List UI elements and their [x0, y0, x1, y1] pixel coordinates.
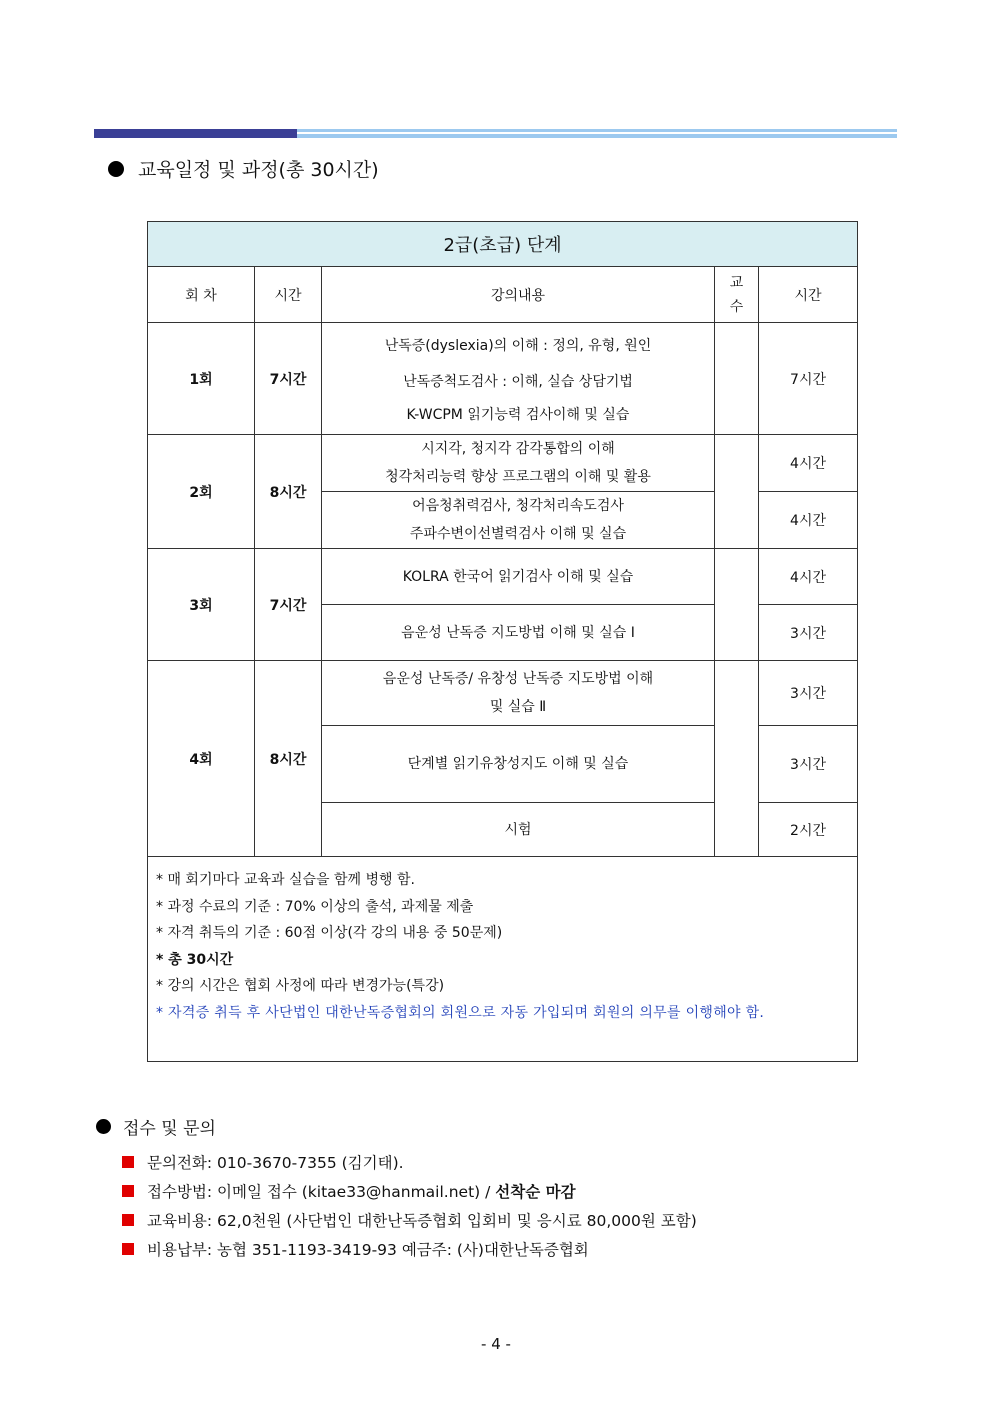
- note-line: * 강의 시간은 협회 사정에 따라 변경가능(특강): [156, 978, 445, 994]
- contact-method-text: 접수방법: 이메일 접수 (kitae33@hanmail.net) /: [147, 1182, 496, 1201]
- content-line: K-WCPM 읽기능력 검사이해 및 실습: [406, 406, 630, 423]
- table-title: 2급(초급) 단계: [148, 222, 858, 267]
- contact-item-phone: [122, 1147, 697, 1176]
- contact-item-payment: [122, 1234, 697, 1263]
- header-session: 회 차: [148, 267, 255, 323]
- divider-dark-segment: [94, 129, 297, 138]
- time-cell: 4시간: [759, 435, 858, 492]
- table-row: [148, 661, 858, 726]
- header-professor-line2: 수: [729, 298, 744, 315]
- red-square-bullet-icon: [122, 1214, 134, 1226]
- time-cell: 3시간: [759, 605, 858, 661]
- time-cell: 7시간: [759, 323, 858, 435]
- content-cell: [322, 492, 715, 549]
- bullet-circle-icon: [108, 161, 124, 177]
- time-cell: 2시간: [759, 803, 858, 857]
- time-cell: 3시간: [759, 726, 858, 803]
- table-row: [148, 549, 858, 605]
- session-cell: 1회: [148, 323, 255, 435]
- professor-cell: [715, 323, 759, 435]
- content-line: 난독증(dyslexia)의 이해 : 정의, 유형, 원인: [384, 337, 652, 354]
- content-line: 및 실습 Ⅱ: [489, 699, 547, 715]
- section-heading-contact: [96, 1114, 216, 1139]
- header-professor-line1: 교: [729, 274, 744, 291]
- time-cell: 4시간: [759, 492, 858, 549]
- bullet-circle-icon: [96, 1119, 111, 1134]
- content-line: 어음청취력검사, 청각처리속도검사: [412, 498, 624, 514]
- session-cell: 2회: [148, 435, 255, 549]
- session-cell: 4회: [148, 661, 255, 857]
- professor-cell: [715, 661, 759, 857]
- content-cell: [322, 323, 715, 435]
- content-cell: 시험: [322, 803, 715, 857]
- section-title: 접수 및 문의: [123, 1119, 216, 1139]
- header-professor: [715, 267, 759, 323]
- divider-thin-line: [297, 132, 897, 134]
- content-line: 난독증척도검사 : 이해, 실습 상담기법: [403, 373, 633, 390]
- contact-item-method: [122, 1176, 697, 1205]
- professor-cell: [715, 435, 759, 549]
- header-time: 시간: [759, 267, 858, 323]
- table-header-row: [148, 267, 858, 323]
- note-line-membership: * 자격증 취득 후 사단법인 대한난독증협회의 회원으로 자동 가입되며 회원의 의무를 이행해야 함.: [156, 1004, 765, 1021]
- contact-fee-text: 교육비용: 62,0천원 (사단법인 대한난독증협회 입회비 및 응시료 80,000원 포함): [147, 1211, 697, 1230]
- table-row: [148, 435, 858, 492]
- contact-list: [122, 1147, 697, 1263]
- notes-row: [148, 857, 858, 1062]
- hours-cell: 7시간: [255, 323, 322, 435]
- section-heading-schedule: [108, 155, 379, 182]
- professor-cell: [715, 549, 759, 661]
- contact-item-fee: [122, 1205, 697, 1234]
- note-line: * 매 회기마다 교육과 실습을 함께 병행 함.: [156, 872, 415, 888]
- content-line: 음운성 난독증/ 유창성 난독증 지도방법 이해: [382, 671, 654, 687]
- content-line: 청각처리능력 향상 프로그램의 이해 및 활용: [385, 469, 651, 485]
- content-cell: 음운성 난독증 지도방법 이해 및 실습 Ⅰ: [322, 605, 715, 661]
- note-line: * 자격 취득의 기준 : 60점 이상(각 강의 내용 중 50문제): [156, 925, 503, 941]
- header-hours: 시간: [255, 267, 322, 323]
- content-cell: KOLRA 한국어 읽기검사 이해 및 실습: [322, 549, 715, 605]
- hours-cell: 8시간: [255, 435, 322, 549]
- top-divider-bar: [94, 129, 897, 138]
- content-cell: 단계별 읽기유창성지도 이해 및 실습: [322, 726, 715, 803]
- content-cell: [322, 661, 715, 726]
- content-line: 주파수변이선별력검사 이해 및 실습: [409, 526, 627, 542]
- contact-phone-text: 문의전화: 010-3670-7355 (김기태).: [147, 1153, 404, 1172]
- contact-method-bold: 선착순 마감: [495, 1182, 576, 1201]
- note-line: * 과정 수료의 기준 : 70% 이상의 출석, 과제물 제출: [156, 898, 474, 915]
- session-cell: 3회: [148, 549, 255, 661]
- table-row: [148, 323, 858, 435]
- section-title: 교육일정 및 과정(총 30시간): [138, 159, 379, 181]
- content-cell: [322, 435, 715, 492]
- red-square-bullet-icon: [122, 1185, 134, 1197]
- header-content: 강의내용: [322, 267, 715, 323]
- time-cell: 3시간: [759, 661, 858, 726]
- hours-cell: 7시간: [255, 549, 322, 661]
- red-square-bullet-icon: [122, 1243, 134, 1255]
- content-line: 시지각, 청지각 감각통합의 이해: [421, 441, 615, 457]
- page-number: - 4 -: [481, 1335, 511, 1353]
- hours-cell: 8시간: [255, 661, 322, 857]
- time-cell: 4시간: [759, 549, 858, 605]
- red-square-bullet-icon: [122, 1156, 134, 1168]
- notes-cell: [148, 857, 858, 1062]
- schedule-table: [147, 221, 858, 1062]
- note-line: * 총 30시간: [156, 951, 234, 968]
- contact-payment-text: 비용납부: 농협 351-1193-3419-93 예금주: (사)대한난독증협회: [147, 1240, 589, 1259]
